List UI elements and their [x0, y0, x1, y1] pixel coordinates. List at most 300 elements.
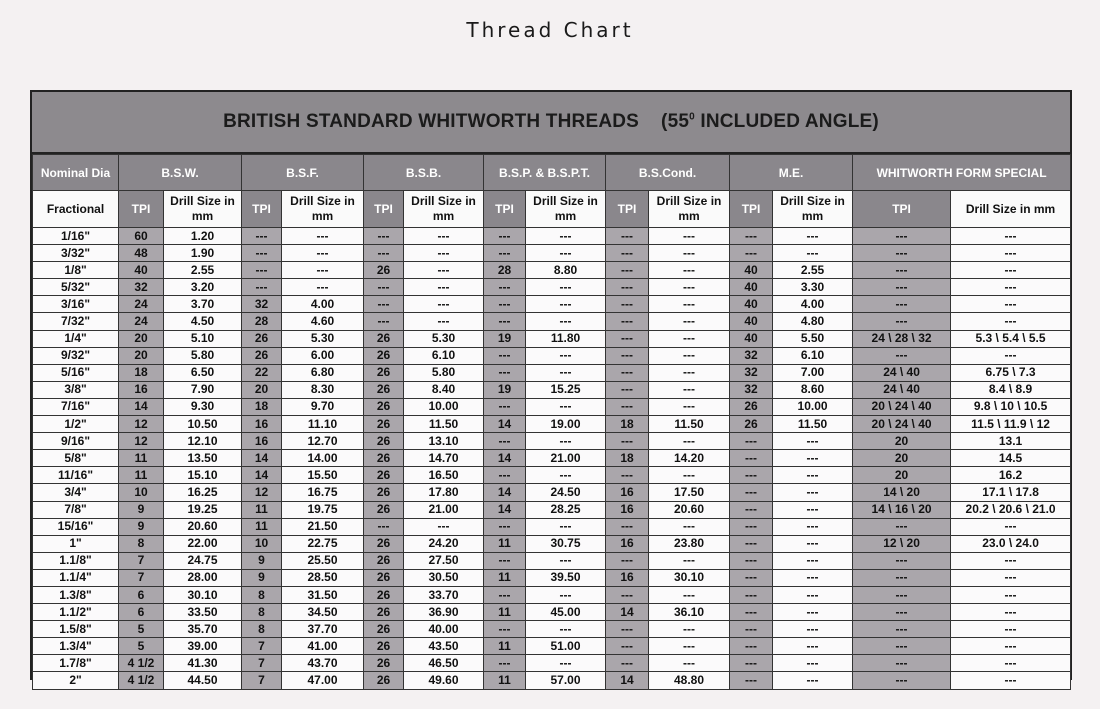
tpi-cell: 12: [242, 484, 282, 501]
drill-size-cell: ---: [526, 398, 606, 415]
tpi-cell: ---: [853, 655, 951, 672]
table-row: [33, 621, 1071, 638]
drill-size-cell: ---: [773, 450, 853, 467]
drill-size-cell: 10.00: [404, 398, 484, 415]
tpi-cell: ---: [853, 672, 951, 689]
tpi-cell: ---: [606, 586, 649, 603]
tpi-cell: ---: [606, 262, 649, 279]
drill-size-cell: 11.10: [282, 416, 364, 433]
drill-size-cell: ---: [526, 313, 606, 330]
drill-size-cell: 14.5: [951, 450, 1071, 467]
tpi-cell: ---: [853, 552, 951, 569]
drill-size-cell: ---: [282, 228, 364, 245]
drill-size-cell: 8.80: [526, 262, 606, 279]
tpi-cell: ---: [853, 347, 951, 364]
drill-size-cell: ---: [951, 347, 1071, 364]
tpi-cell: 5: [119, 638, 164, 655]
tpi-cell: 20: [853, 467, 951, 484]
tpi-cell: 4 1/2: [119, 672, 164, 689]
tpi-cell: 14: [484, 501, 526, 518]
fractional-cell: 1/2": [33, 416, 119, 433]
tpi-cell: ---: [730, 245, 773, 262]
drill-size-cell: 22.75: [282, 535, 364, 552]
drill-size-cell: 37.70: [282, 621, 364, 638]
drill-size-cell: 46.50: [404, 655, 484, 672]
drill-size-cell: ---: [951, 262, 1071, 279]
drill-size-cell: 5.30: [404, 330, 484, 347]
drill-size-cell: 11.50: [404, 416, 484, 433]
drill-size-cell: 30.10: [164, 586, 242, 603]
tpi-cell: ---: [242, 262, 282, 279]
tpi-cell: 40: [730, 262, 773, 279]
drill-size-cell: 6.10: [404, 347, 484, 364]
drill-size-cell: ---: [951, 552, 1071, 569]
drill-size-cell: 41.00: [282, 638, 364, 655]
tpi-cell: 8: [242, 586, 282, 603]
drill-size-cell: 35.70: [164, 621, 242, 638]
tpi-cell: 7: [119, 552, 164, 569]
drill-size-cell: 8.4 \ 8.9: [951, 381, 1071, 398]
tpi-cell: 16: [119, 381, 164, 398]
drill-size-cell: 14.70: [404, 450, 484, 467]
tpi-cell: ---: [853, 569, 951, 586]
tpi-cell: ---: [853, 604, 951, 621]
drill-size-cell: ---: [404, 228, 484, 245]
drill-size-cell: ---: [773, 228, 853, 245]
drill-size-header: Drill Size in mm: [526, 191, 606, 228]
drill-size-cell: ---: [773, 586, 853, 603]
tpi-cell: ---: [730, 621, 773, 638]
tpi-cell: 32: [119, 279, 164, 296]
tpi-cell: ---: [484, 313, 526, 330]
drill-size-cell: 20.60: [164, 518, 242, 535]
drill-size-cell: ---: [773, 433, 853, 450]
tpi-cell: 32: [730, 364, 773, 381]
tpi-cell: 26: [364, 433, 404, 450]
drill-size-cell: 28.50: [282, 569, 364, 586]
drill-size-cell: 44.50: [164, 672, 242, 689]
tpi-cell: ---: [853, 296, 951, 313]
tpi-cell: ---: [484, 228, 526, 245]
drill-size-cell: 5.50: [773, 330, 853, 347]
drill-size-cell: ---: [526, 364, 606, 381]
tpi-cell: 14: [484, 450, 526, 467]
chart-banner: [32, 92, 1070, 154]
tpi-cell: ---: [730, 228, 773, 245]
drill-size-cell: 2.55: [164, 262, 242, 279]
fractional-cell: 3/4": [33, 484, 119, 501]
drill-size-cell: ---: [773, 655, 853, 672]
drill-size-cell: ---: [526, 245, 606, 262]
tpi-cell: 11: [119, 467, 164, 484]
tpi-cell: ---: [364, 228, 404, 245]
fractional-header: Fractional: [33, 191, 119, 228]
drill-size-cell: 39.00: [164, 638, 242, 655]
drill-size-cell: 1.20: [164, 228, 242, 245]
tpi-cell: 9: [119, 518, 164, 535]
drill-size-cell: 47.00: [282, 672, 364, 689]
tpi-cell: 16: [242, 416, 282, 433]
drill-size-cell: 14.20: [649, 450, 730, 467]
drill-size-cell: 4.50: [164, 313, 242, 330]
fractional-cell: 1.5/8": [33, 621, 119, 638]
drill-size-cell: 9.70: [282, 398, 364, 415]
drill-size-cell: 6.80: [282, 364, 364, 381]
drill-size-cell: 2.55: [773, 262, 853, 279]
tpi-cell: ---: [853, 228, 951, 245]
drill-size-cell: 20.60: [649, 501, 730, 518]
drill-size-cell: 16.25: [164, 484, 242, 501]
drill-size-header: Drill Size in mm: [773, 191, 853, 228]
drill-size-cell: 5.30: [282, 330, 364, 347]
tpi-cell: 14: [606, 672, 649, 689]
tpi-cell: ---: [606, 433, 649, 450]
tpi-cell: 26: [364, 535, 404, 552]
table-row: [33, 245, 1071, 262]
table-row: [33, 279, 1071, 296]
tpi-cell: 11: [484, 638, 526, 655]
drill-size-cell: ---: [773, 621, 853, 638]
drill-size-cell: 23.0 \ 24.0: [951, 535, 1071, 552]
tpi-cell: 26: [364, 586, 404, 603]
drill-size-cell: 7.00: [773, 364, 853, 381]
tpi-cell: 14: [484, 484, 526, 501]
tpi-cell: ---: [853, 245, 951, 262]
drill-size-cell: 9.8 \ 10 \ 10.5: [951, 398, 1071, 415]
drill-size-cell: ---: [773, 638, 853, 655]
tpi-cell: ---: [730, 433, 773, 450]
drill-size-cell: ---: [951, 638, 1071, 655]
drill-size-cell: ---: [773, 484, 853, 501]
drill-size-cell: 4.80: [773, 313, 853, 330]
table-row: [33, 604, 1071, 621]
drill-size-cell: ---: [951, 296, 1071, 313]
drill-size-header: Drill Size in mm: [164, 191, 242, 228]
tpi-cell: 14: [606, 604, 649, 621]
tpi-cell: ---: [730, 586, 773, 603]
drill-size-cell: 16.2: [951, 467, 1071, 484]
tpi-header: TPI: [730, 191, 773, 228]
drill-size-cell: ---: [526, 518, 606, 535]
group-header-bsw: B.S.W.: [119, 155, 242, 191]
tpi-cell: 14: [242, 467, 282, 484]
drill-size-cell: 16.75: [282, 484, 364, 501]
drill-size-cell: ---: [526, 552, 606, 569]
drill-size-cell: 6.00: [282, 347, 364, 364]
group-header-bsf: B.S.F.: [242, 155, 364, 191]
drill-size-cell: 6.10: [773, 347, 853, 364]
tpi-cell: 24: [119, 313, 164, 330]
tpi-cell: ---: [606, 228, 649, 245]
table-row: [33, 586, 1071, 603]
banner-title: BRITISH STANDARD WHITWORTH THREADS: [223, 111, 640, 132]
tpi-cell: ---: [606, 467, 649, 484]
tpi-cell: 20 \ 24 \ 40: [853, 398, 951, 415]
tpi-cell: 26: [364, 262, 404, 279]
tpi-cell: ---: [853, 586, 951, 603]
drill-size-cell: 12.10: [164, 433, 242, 450]
tpi-cell: 18: [119, 364, 164, 381]
drill-size-cell: ---: [951, 228, 1071, 245]
tpi-cell: ---: [484, 245, 526, 262]
tpi-cell: 32: [730, 347, 773, 364]
drill-size-cell: ---: [526, 655, 606, 672]
tpi-cell: 16: [606, 484, 649, 501]
fractional-cell: 7/16": [33, 398, 119, 415]
drill-size-cell: 6.75 \ 7.3: [951, 364, 1071, 381]
drill-size-cell: ---: [649, 313, 730, 330]
drill-size-cell: 13.1: [951, 433, 1071, 450]
table-row: [33, 262, 1071, 279]
tpi-cell: ---: [730, 569, 773, 586]
tpi-cell: ---: [606, 313, 649, 330]
drill-size-cell: 5.80: [164, 347, 242, 364]
drill-size-cell: ---: [773, 535, 853, 552]
tpi-cell: ---: [606, 364, 649, 381]
drill-size-cell: ---: [404, 296, 484, 313]
tpi-cell: 26: [364, 501, 404, 518]
tpi-cell: 32: [242, 296, 282, 313]
drill-size-header: Drill Size in mm: [282, 191, 364, 228]
tpi-cell: ---: [606, 655, 649, 672]
group-header-me: M.E.: [730, 155, 853, 191]
tpi-header: TPI: [606, 191, 649, 228]
tpi-cell: 14: [484, 416, 526, 433]
table-row: [33, 228, 1071, 245]
tpi-cell: ---: [853, 638, 951, 655]
tpi-cell: 7: [242, 655, 282, 672]
drill-size-cell: 39.50: [526, 569, 606, 586]
tpi-cell: 19: [484, 381, 526, 398]
drill-size-cell: 15.10: [164, 467, 242, 484]
tpi-cell: ---: [606, 518, 649, 535]
drill-size-header: Drill Size in mm: [649, 191, 730, 228]
drill-size-cell: ---: [649, 228, 730, 245]
thread-chart: [30, 90, 1072, 687]
drill-size-cell: 10.00: [773, 398, 853, 415]
drill-size-cell: 48.80: [649, 672, 730, 689]
drill-size-cell: 11.5 \ 11.9 \ 12: [951, 416, 1071, 433]
drill-size-cell: 43.70: [282, 655, 364, 672]
table-row: [33, 433, 1071, 450]
drill-size-cell: ---: [649, 245, 730, 262]
drill-size-cell: 19.75: [282, 501, 364, 518]
drill-size-cell: ---: [951, 655, 1071, 672]
tpi-cell: ---: [606, 398, 649, 415]
drill-size-cell: ---: [649, 621, 730, 638]
drill-size-cell: ---: [526, 296, 606, 313]
table-row: [33, 347, 1071, 364]
tpi-cell: ---: [730, 604, 773, 621]
fractional-cell: 2": [33, 672, 119, 689]
drill-size-cell: 21.00: [526, 450, 606, 467]
tpi-cell: ---: [484, 433, 526, 450]
drill-size-cell: 5.80: [404, 364, 484, 381]
tpi-cell: 4 1/2: [119, 655, 164, 672]
drill-size-cell: 11.50: [649, 416, 730, 433]
drill-size-cell: 14.00: [282, 450, 364, 467]
tpi-cell: 26: [364, 416, 404, 433]
tpi-cell: 7: [119, 569, 164, 586]
drill-size-cell: ---: [773, 604, 853, 621]
drill-size-cell: ---: [404, 313, 484, 330]
drill-size-cell: 11.50: [773, 416, 853, 433]
drill-size-cell: ---: [773, 518, 853, 535]
tpi-cell: 12 \ 20: [853, 535, 951, 552]
table-row: [33, 398, 1071, 415]
tpi-cell: 32: [730, 381, 773, 398]
tpi-cell: 7: [242, 672, 282, 689]
tpi-cell: 5: [119, 621, 164, 638]
table-row: [33, 313, 1071, 330]
drill-size-cell: 5.10: [164, 330, 242, 347]
drill-size-cell: 19.25: [164, 501, 242, 518]
fractional-cell: 15/16": [33, 518, 119, 535]
drill-size-cell: 4.00: [773, 296, 853, 313]
tpi-cell: ---: [606, 638, 649, 655]
drill-size-cell: 40.00: [404, 621, 484, 638]
tpi-cell: ---: [606, 552, 649, 569]
tpi-cell: 16: [606, 535, 649, 552]
tpi-cell: 26: [364, 672, 404, 689]
tpi-cell: 26: [242, 347, 282, 364]
group-header-whitworth-special: WHITWORTH FORM SPECIAL: [853, 155, 1071, 191]
table-row: [33, 416, 1071, 433]
table-row: [33, 638, 1071, 655]
tpi-cell: ---: [853, 313, 951, 330]
tpi-cell: 18: [242, 398, 282, 415]
drill-size-cell: ---: [649, 586, 730, 603]
tpi-cell: ---: [484, 347, 526, 364]
tpi-cell: 22: [242, 364, 282, 381]
tpi-cell: 26: [364, 484, 404, 501]
table-body: [33, 228, 1071, 690]
fractional-cell: 5/16": [33, 364, 119, 381]
fractional-cell: 3/16": [33, 296, 119, 313]
drill-size-cell: ---: [649, 279, 730, 296]
tpi-header: TPI: [242, 191, 282, 228]
tpi-cell: 40: [730, 313, 773, 330]
tpi-cell: ---: [242, 279, 282, 296]
tpi-cell: ---: [730, 450, 773, 467]
fractional-cell: 3/32": [33, 245, 119, 262]
drill-size-cell: ---: [282, 279, 364, 296]
drill-size-cell: ---: [282, 262, 364, 279]
drill-size-cell: 33.50: [164, 604, 242, 621]
tpi-cell: ---: [730, 484, 773, 501]
tpi-cell: ---: [484, 586, 526, 603]
drill-size-cell: ---: [951, 245, 1071, 262]
tpi-cell: 20 \ 24 \ 40: [853, 416, 951, 433]
tpi-cell: 11: [484, 569, 526, 586]
tpi-cell: ---: [853, 279, 951, 296]
drill-size-cell: 3.70: [164, 296, 242, 313]
drill-size-cell: ---: [649, 433, 730, 450]
tpi-cell: ---: [484, 296, 526, 313]
drill-size-cell: 8.30: [282, 381, 364, 398]
tpi-cell: ---: [730, 638, 773, 655]
drill-size-cell: ---: [951, 569, 1071, 586]
tpi-cell: ---: [364, 279, 404, 296]
tpi-cell: 16: [242, 433, 282, 450]
tpi-cell: ---: [484, 518, 526, 535]
tpi-cell: 16: [606, 569, 649, 586]
table-row: [33, 330, 1071, 347]
table-row: [33, 381, 1071, 398]
table-row: [33, 450, 1071, 467]
tpi-cell: 9: [242, 569, 282, 586]
tpi-cell: 11: [484, 535, 526, 552]
fractional-cell: 5/32": [33, 279, 119, 296]
drill-size-cell: 33.70: [404, 586, 484, 603]
drill-size-cell: 15.50: [282, 467, 364, 484]
tpi-cell: ---: [606, 296, 649, 313]
tpi-cell: 26: [730, 416, 773, 433]
tpi-cell: 20: [853, 450, 951, 467]
tpi-cell: 26: [364, 398, 404, 415]
drill-size-cell: 34.50: [282, 604, 364, 621]
drill-size-cell: ---: [951, 313, 1071, 330]
drill-size-cell: 22.00: [164, 535, 242, 552]
table-row: [33, 296, 1071, 313]
tpi-cell: 26: [364, 604, 404, 621]
tpi-cell: ---: [606, 621, 649, 638]
fractional-cell: 1.3/8": [33, 586, 119, 603]
banner-angle: ($55^0$ INCLUDED ANGLE): [661, 111, 879, 132]
drill-size-cell: 4.60: [282, 313, 364, 330]
drill-size-cell: 3.30: [773, 279, 853, 296]
drill-size-cell: 16.50: [404, 467, 484, 484]
tpi-cell: 16: [606, 501, 649, 518]
tpi-cell: ---: [730, 535, 773, 552]
drill-size-cell: ---: [404, 245, 484, 262]
tpi-cell: ---: [730, 518, 773, 535]
tpi-cell: 7: [242, 638, 282, 655]
drill-size-cell: ---: [526, 279, 606, 296]
drill-size-cell: ---: [526, 228, 606, 245]
drill-size-cell: ---: [951, 604, 1071, 621]
drill-size-cell: 17.1 \ 17.8: [951, 484, 1071, 501]
tpi-cell: 11: [242, 518, 282, 535]
tpi-cell: 14 \ 16 \ 20: [853, 501, 951, 518]
header-row-groups: [33, 155, 1071, 191]
fractional-cell: 1.1/8": [33, 552, 119, 569]
nominal-dia-header: Nominal Dia: [33, 155, 119, 191]
fractional-cell: 1.7/8": [33, 655, 119, 672]
drill-size-cell: ---: [404, 262, 484, 279]
tpi-cell: 24 \ 40: [853, 364, 951, 381]
drill-size-cell: ---: [649, 262, 730, 279]
tpi-cell: 26: [364, 621, 404, 638]
drill-size-cell: ---: [773, 501, 853, 518]
drill-size-cell: ---: [951, 621, 1071, 638]
drill-size-cell: ---: [951, 586, 1071, 603]
tpi-cell: 6: [119, 604, 164, 621]
drill-size-cell: 5.3 \ 5.4 \ 5.5: [951, 330, 1071, 347]
drill-size-cell: 51.00: [526, 638, 606, 655]
drill-size-cell: ---: [649, 347, 730, 364]
tpi-cell: 40: [730, 296, 773, 313]
tpi-cell: 12: [119, 433, 164, 450]
drill-size-cell: 21.00: [404, 501, 484, 518]
fractional-cell: 11/16": [33, 467, 119, 484]
tpi-cell: ---: [606, 245, 649, 262]
tpi-cell: 10: [242, 535, 282, 552]
drill-size-cell: 24.75: [164, 552, 242, 569]
tpi-cell: 8: [242, 604, 282, 621]
drill-size-header: Drill Size in mm: [951, 191, 1071, 228]
tpi-cell: ---: [730, 655, 773, 672]
